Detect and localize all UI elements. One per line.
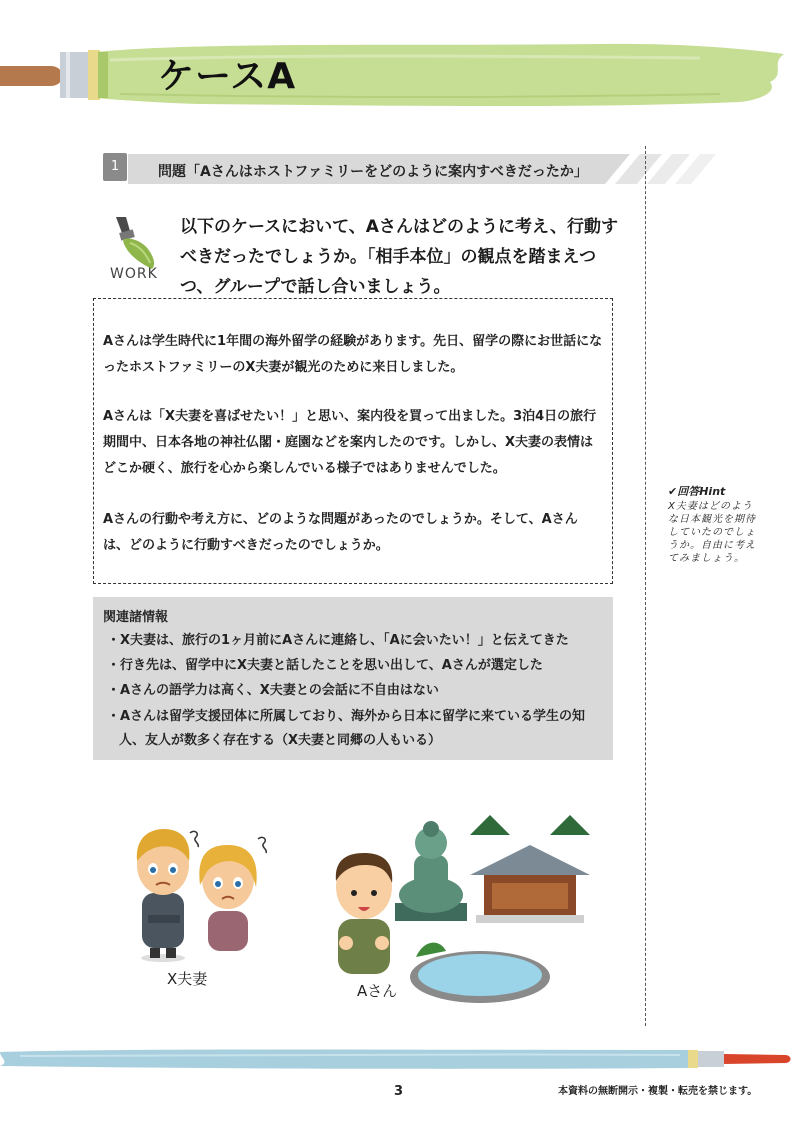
instruction-text: 以下のケースにおいて、Aさんはどのように考え、行動すべきだったでしょうか。「相手本位」の観点を踏まえつつ、グループで話し合いましょう。 (180, 217, 618, 297)
a-san-illustration (336, 853, 392, 974)
case-paragraph-1: Aさんは学生時代に1年間の海外留学の経験があります。先日、留学の際にお世話になったホストファミリーのX夫妻が観光のために来日しました。 (103, 334, 603, 375)
temple-illustration (470, 815, 590, 923)
a-san-label: Aさん (357, 982, 398, 1000)
couple-woman-illustration (199, 837, 266, 951)
work-label: WORK (110, 266, 158, 282)
couple-man-illustration (137, 829, 199, 962)
hint-title: ✔回答Hint (668, 485, 726, 498)
hint-text: X夫妻はどのような日本観光を期待していたのでしょうか。自由に考えてみましょう。 (668, 501, 756, 564)
header-brush-banner (0, 30, 794, 120)
info-item: ・行き先は、留学中にX夫妻と話したことを思い出して、Aさんが選定した (107, 658, 543, 673)
section-question: 問題「Aさんはホストファミリーをどのように案内すべきだったか」 (158, 164, 588, 180)
copyright-notice: 本資料の無断開示・複製・転売を禁じます。 (558, 1086, 758, 1097)
info-item: ・Aさんの語学力は高く、X夫妻との会話に不自由はない (107, 683, 439, 698)
couple-label: X夫妻 (167, 970, 208, 988)
pond-illustration (410, 943, 550, 1003)
page-title: ケースA (158, 56, 297, 97)
info-item: ・X夫妻は、旅行の1ヶ月前にAさんに連絡し、「Aに会いたい！」と伝えてきた (107, 633, 569, 648)
page-number: 3 (394, 1084, 404, 1099)
footer-brush-stroke (0, 1040, 794, 1080)
case-paragraph-3: Aさんの行動や考え方に、どのような問題があったのでしょうか。そして、Aさんは、どのように行動すべきだったのでしょうか。 (103, 512, 578, 553)
section-number: 1 (110, 159, 120, 174)
info-item: ・Aさんは留学支援団体に所属しており、海外から日本に留学に来ている学生の知人、友人が数多く存在する（X夫妻と同郷の人もいる） (107, 709, 586, 748)
column-divider (645, 146, 646, 1026)
case-paragraph-2: Aさんは「X夫妻を喜ばせたい！」と思い、案内役を買って出ました。3泊4日の旅行期間中、日本各地の神社仏閣・庭園などを案内したのです。しかし、X夫妻の表情はどこか硬く、旅行を心から楽しんでいる様子ではありませんでした。 (103, 409, 597, 476)
related-info-title: 関連諸情報 (103, 610, 169, 625)
buddha-statue-illustration (395, 821, 467, 921)
paint-brush-icon (108, 215, 160, 271)
